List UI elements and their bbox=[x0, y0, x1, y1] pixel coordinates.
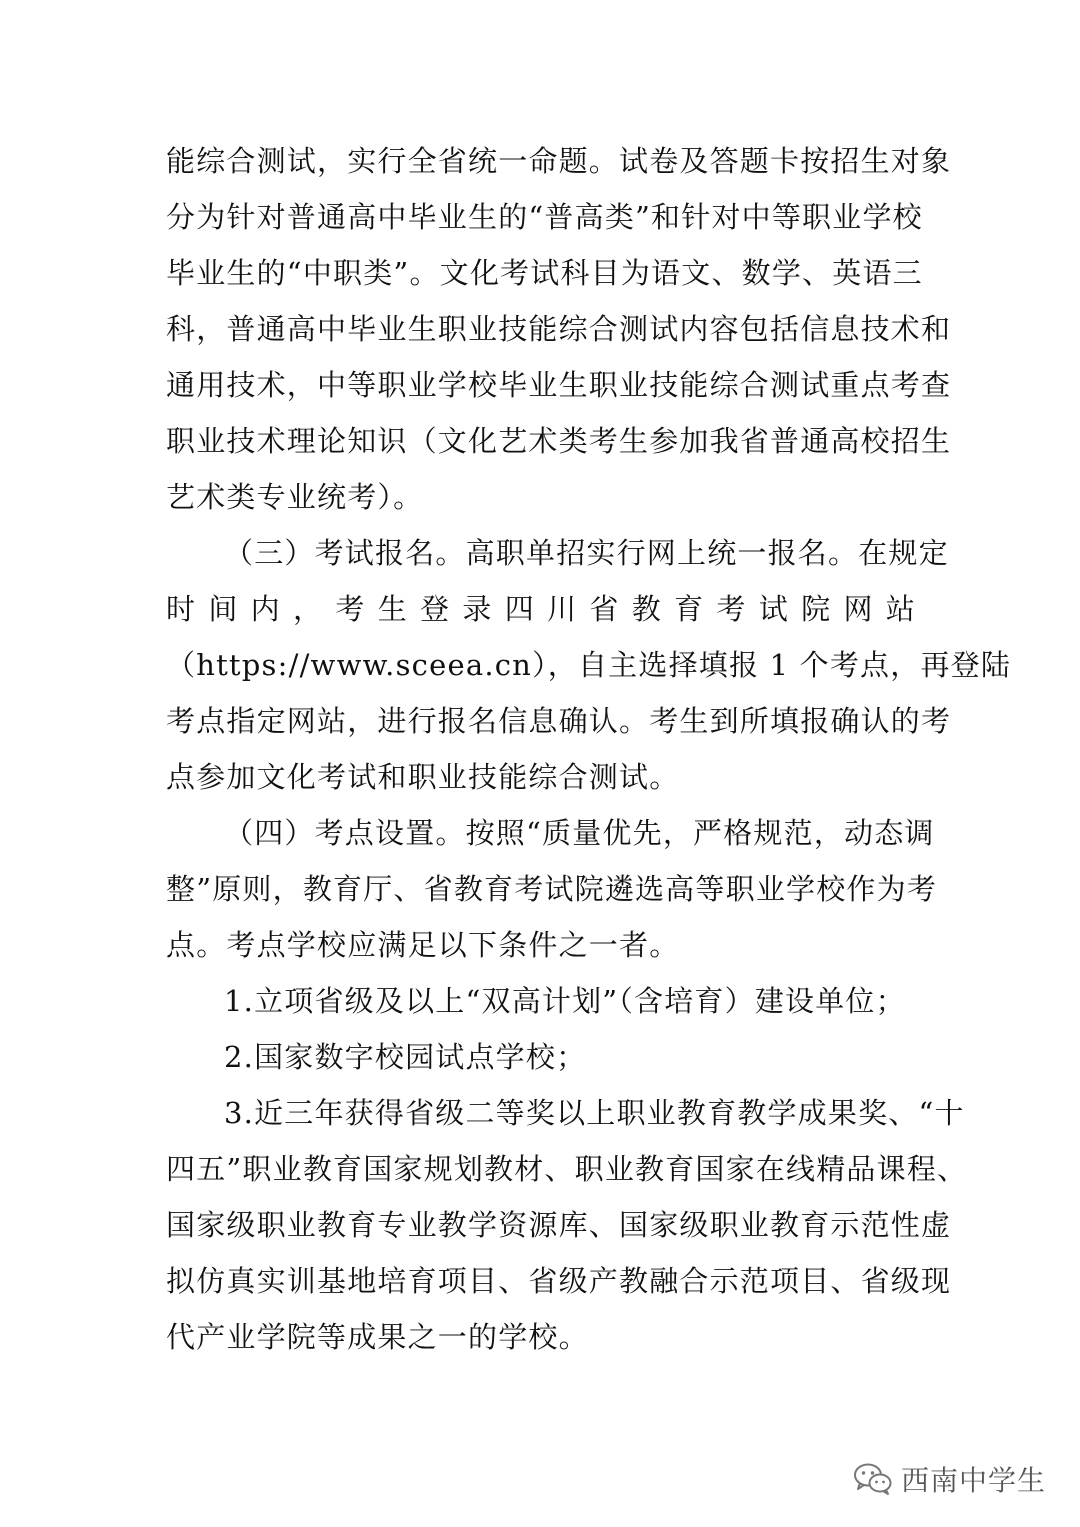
text-line: 科，普通高中毕业生职业技能综合测试内容包括信息技术和 bbox=[166, 312, 952, 346]
text-line: 考点指定网站，进行报名信息确认。考生到所填报确认的考 bbox=[166, 704, 952, 738]
text-line: 职业技术理论知识（文化艺术类考生参加我省普通高校招生 bbox=[166, 424, 952, 458]
wechat-icon bbox=[853, 1462, 893, 1496]
text-line: 点。考点学校应满足以下条件之一者。 bbox=[166, 928, 680, 962]
text-line: 毕业生的“中职类”。文化考试科目为语文、数学、英语三 bbox=[166, 256, 923, 290]
text-line: 代产业学院等成果之一的学校。 bbox=[166, 1320, 589, 1354]
text-line: 拟仿真实训基地培育项目、省级产教融合示范项目、省级现 bbox=[166, 1264, 952, 1298]
list-item: 2.国家数字校园试点学校； bbox=[224, 1040, 587, 1074]
text-line: 时 间 内 ， 考 生 登 录 四 川 省 教 育 考 试 院 网 站 bbox=[166, 592, 916, 626]
text-line-url: （https://www.sceea.cn），自主选择填报 1 个考点，再登陆 bbox=[166, 648, 1012, 682]
text-line: 整”原则，教育厅、省教育考试院遴选高等职业学校作为考 bbox=[166, 872, 938, 906]
section-heading-line: （四）考点设置。按照“质量优先，严格规范，动态调 bbox=[224, 816, 935, 850]
text-line: 能综合测试，实行全省统一命题。试卷及答题卡按招生对象 bbox=[166, 144, 952, 178]
text-line: 艺术类专业统考）。 bbox=[166, 480, 424, 514]
watermark bbox=[853, 1459, 1046, 1499]
list-item: 1.立项省级及以上“双高计划”（含培育）建设单位； bbox=[224, 984, 906, 1018]
text-line: 四五”职业教育国家规划教材、职业教育国家在线精品课程、 bbox=[166, 1152, 968, 1186]
watermark-text: 西南中学生 bbox=[900, 1464, 1046, 1497]
list-item: 3.近三年获得省级二等奖以上职业教育教学成果奖、“十 bbox=[224, 1096, 965, 1130]
section-heading-line: （三）考试报名。高职单招实行网上统一报名。在规定 bbox=[224, 536, 949, 570]
document-body bbox=[166, 133, 1012, 1365]
text-line: 国家级职业教育专业教学资源库、国家级职业教育示范性虚 bbox=[166, 1208, 952, 1242]
text-line: 点参加文化考试和职业技能综合测试。 bbox=[166, 760, 680, 794]
text-line: 分为针对普通高中毕业生的“普高类”和针对中等职业学校 bbox=[166, 200, 923, 234]
text-line: 通用技术，中等职业学校毕业生职业技能综合测试重点考查 bbox=[166, 368, 952, 402]
